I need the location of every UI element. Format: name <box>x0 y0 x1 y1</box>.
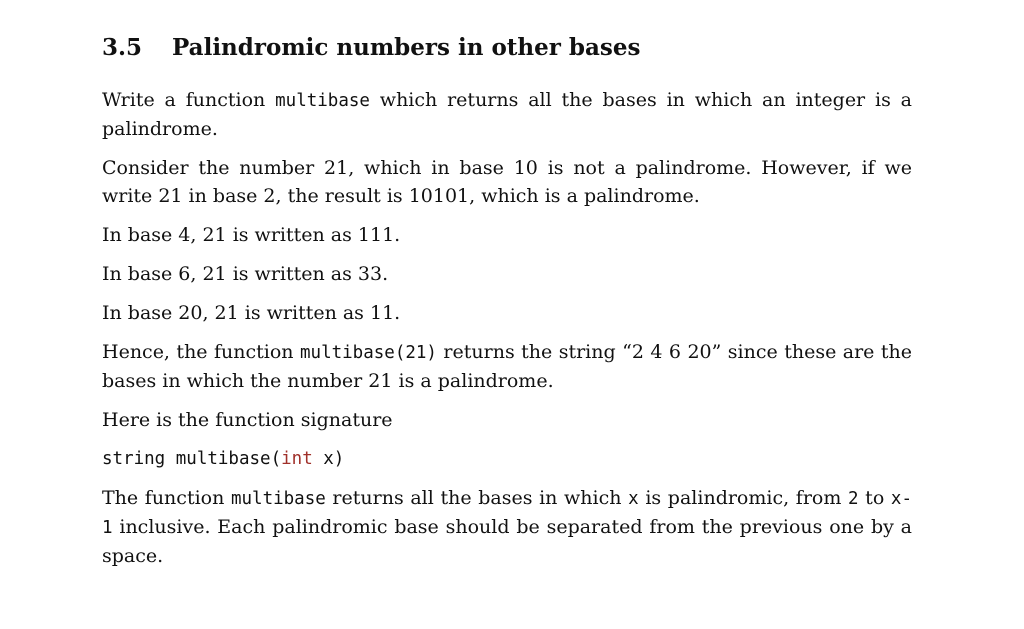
document-page <box>102 30 912 581</box>
paragraph-base6: In base 6, 21 is written as 33. <box>102 263 389 285</box>
paragraph-signature-intro: Here is the function signature <box>102 409 393 431</box>
text-run: returns the string “2 4 6 20” since these are the bases in which the number 21 is a palindrome. <box>102 341 912 392</box>
text-run: The function <box>102 487 231 509</box>
code-x: x <box>628 489 639 509</box>
text-run: is palindromic, from <box>638 487 848 509</box>
text-run: Hence, the function <box>102 341 300 363</box>
text-run: to <box>858 487 891 509</box>
section-heading <box>102 30 912 66</box>
signature-prefix: string multibase( <box>102 449 282 469</box>
code-2: 2 <box>848 489 859 509</box>
code-multibase-21: multibase(21) <box>300 343 437 363</box>
code-x-minus-1: x-1 <box>102 489 912 538</box>
text-run: which returns all the bases in which an integer is a palindrome. <box>102 89 912 140</box>
signature-suffix: x) <box>312 449 345 469</box>
text-run: returns all the bases in which <box>325 487 629 509</box>
paragraph-intro <box>102 86 912 143</box>
code-multibase: multibase <box>275 91 370 111</box>
text-run: inclusive. Each palindromic base should be separated from the previous one by a space. <box>102 516 912 567</box>
code-multibase: multibase <box>230 489 326 509</box>
paragraph-example: Consider the number 21, which in base 10 is not a palindrome. However, if we write 21 in base 2, the result is 10101, which is a palindrome. <box>102 157 912 207</box>
function-signature <box>102 445 912 473</box>
paragraph-base20: In base 20, 21 is written as 11. <box>102 302 401 324</box>
signature-keyword: int <box>281 449 313 469</box>
section-number: 3.5 <box>102 34 143 61</box>
section-title: Palindromic numbers in other bases <box>172 34 641 61</box>
paragraph-base4: In base 4, 21 is written as 111. <box>102 224 401 246</box>
text-run: Write a function <box>102 89 276 111</box>
paragraph-hence <box>102 338 912 395</box>
paragraph-description <box>102 484 912 570</box>
